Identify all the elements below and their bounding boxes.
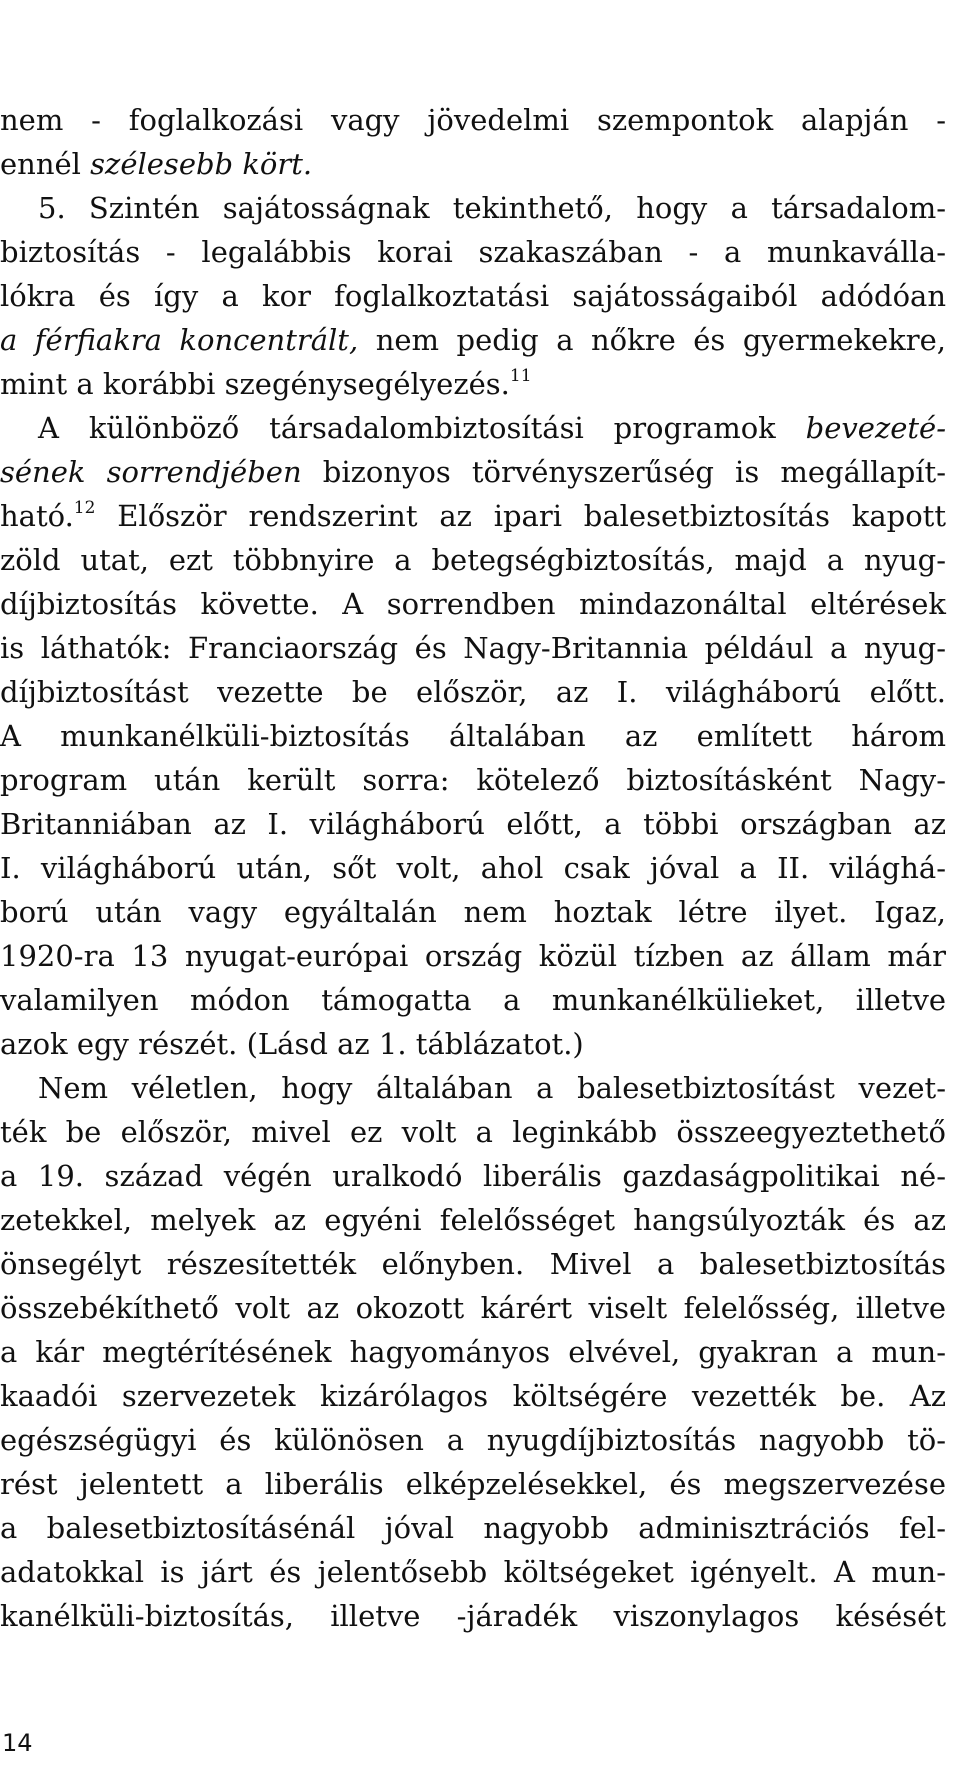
- line-text: kanélküli-biztosítás, illetve -járadék viszonylagos késését: [0, 1599, 946, 1633]
- line-text: egészségügyi és különösen a nyugdíjbiztosítás nagyobb tö-: [0, 1423, 946, 1457]
- text-line: [0, 934, 946, 978]
- text-line: [0, 1462, 946, 1506]
- italic-text: bevezeté-: [805, 411, 946, 445]
- text-line: [0, 1550, 946, 1594]
- line-text: bizonyos törvényszerűség is megállapít-: [301, 455, 946, 489]
- line-text: A különböző társadalombiztosítási programok: [38, 411, 806, 445]
- text-line: [0, 274, 946, 318]
- line-text: nem pedig a nőkre és gyermekekre,: [358, 323, 946, 357]
- text-line: [0, 1286, 946, 1330]
- line-text: Nem véletlen, hogy általában a balesetbiztosítást vezet-: [38, 1071, 946, 1105]
- text-line: [0, 1022, 946, 1066]
- line-text: Először rendszerint az ipari balesetbiztosítás kapott: [95, 499, 946, 533]
- line-text: rést jelentett a liberális elképzelésekkel, és megszervezése: [0, 1467, 946, 1501]
- line-text: ték be először, mivel ez volt a leginkább összeegyeztethető: [0, 1115, 946, 1149]
- line-text: a 19. század végén uralkodó liberális gazdaságpolitikai né-: [0, 1159, 946, 1193]
- text-line: [0, 450, 946, 494]
- line-text: nem - foglalkozási vagy jövedelmi szempontok alapján -: [0, 103, 946, 137]
- italic-text: sének sorrendjében: [0, 455, 302, 489]
- text-line: [0, 890, 946, 934]
- line-text: Britanniában az I. világháború előtt, a többi országban az: [0, 807, 946, 841]
- italic-text: a férfiakra koncentrált,: [0, 323, 359, 357]
- text-line: [0, 1066, 946, 1110]
- text-line: [0, 142, 946, 186]
- line-text: zetekkel, melyek az egyéni felelősséget hangsúlyozták és az: [0, 1203, 946, 1237]
- text-line: [0, 670, 946, 714]
- line-text: 1920-ra 13 nyugat-európai ország közül tízben az állam már: [0, 939, 946, 973]
- text-line: [0, 978, 946, 1022]
- line-text: program után került sorra: kötelező biztosításként Nagy-: [0, 763, 946, 797]
- text-line: [0, 846, 946, 890]
- text-line: [0, 406, 946, 450]
- text-line: [0, 1110, 946, 1154]
- line-text: ború után vagy egyáltalán nem hoztak létre ilyet. Igaz,: [0, 895, 946, 929]
- text-line: [0, 494, 946, 538]
- line-text: ható.: [0, 499, 74, 533]
- text-line: [0, 582, 946, 626]
- line-text: önsegélyt részesítették előnyben. Mivel a balesetbiztosítás: [0, 1247, 946, 1281]
- text-line: [0, 1374, 946, 1418]
- line-text: kaadói szervezetek kizárólagos költségére vezették be. Az: [0, 1379, 946, 1413]
- line-text: a kár megtérítésének hagyományos elvével, gyakran a mun-: [0, 1335, 946, 1369]
- text-line: [0, 538, 946, 582]
- line-text: azok egy részét. (Lásd az 1. táblázatot.): [0, 1027, 584, 1061]
- text-line: [0, 1594, 946, 1638]
- text-line: [0, 230, 946, 274]
- line-text: lókra és így a kor foglalkoztatási sajátosságaiból adódóan: [0, 279, 946, 313]
- italic-text: szélesebb kört.: [90, 147, 313, 181]
- body-text: [0, 98, 946, 1638]
- text-line: [0, 186, 946, 230]
- text-line: [0, 1330, 946, 1374]
- text-line: [0, 1198, 946, 1242]
- page-number: 14: [2, 1729, 33, 1757]
- text-line: [0, 362, 946, 406]
- text-line: [0, 98, 946, 142]
- text-line: [0, 1506, 946, 1550]
- text-line: [0, 758, 946, 802]
- line-text: valamilyen módon támogatta a munkanélkülieket, illetve: [0, 983, 946, 1017]
- line-text: díjbiztosítás követte. A sorrendben mindazonáltal eltérések: [0, 587, 946, 621]
- footnote-reference: 12: [73, 498, 96, 519]
- line-text: ennél: [0, 147, 91, 181]
- line-text: zöld utat, ezt többnyire a betegségbiztosítás, majd a nyug-: [0, 543, 946, 577]
- text-line: [0, 1418, 946, 1462]
- text-line: [0, 1154, 946, 1198]
- line-text: A munkanélküli-biztosítás általában az említett három: [0, 719, 946, 753]
- line-text: díjbiztosítást vezette be először, az I. világháború előtt.: [0, 675, 946, 709]
- line-text: I. világháború után, sőt volt, ahol csak jóval a II. világhá-: [0, 851, 946, 885]
- text-line: [0, 1242, 946, 1286]
- text-line: [0, 626, 946, 670]
- text-line: [0, 318, 946, 362]
- line-text: adatokkal is járt és jelentősebb költségeket igényelt. A mun-: [0, 1555, 946, 1589]
- line-text: 5. Szintén sajátosságnak tekinthető, hogy a társadalom-: [38, 191, 946, 225]
- line-text: biztosítás - legalábbis korai szakaszában - a munkaválla-: [0, 235, 946, 269]
- footnote-reference: 11: [509, 366, 532, 387]
- line-text: mint a korábbi szegénysegélyezés.: [0, 367, 510, 401]
- line-text: is láthatók: Franciaország és Nagy-Britannia például a nyug-: [0, 631, 946, 665]
- text-line: [0, 802, 946, 846]
- text-line: [0, 714, 946, 758]
- line-text: összebékíthető volt az okozott kárért viselt felelősség, illetve: [0, 1291, 946, 1325]
- line-text: a balesetbiztosításénál jóval nagyobb adminisztrációs fel-: [0, 1511, 946, 1545]
